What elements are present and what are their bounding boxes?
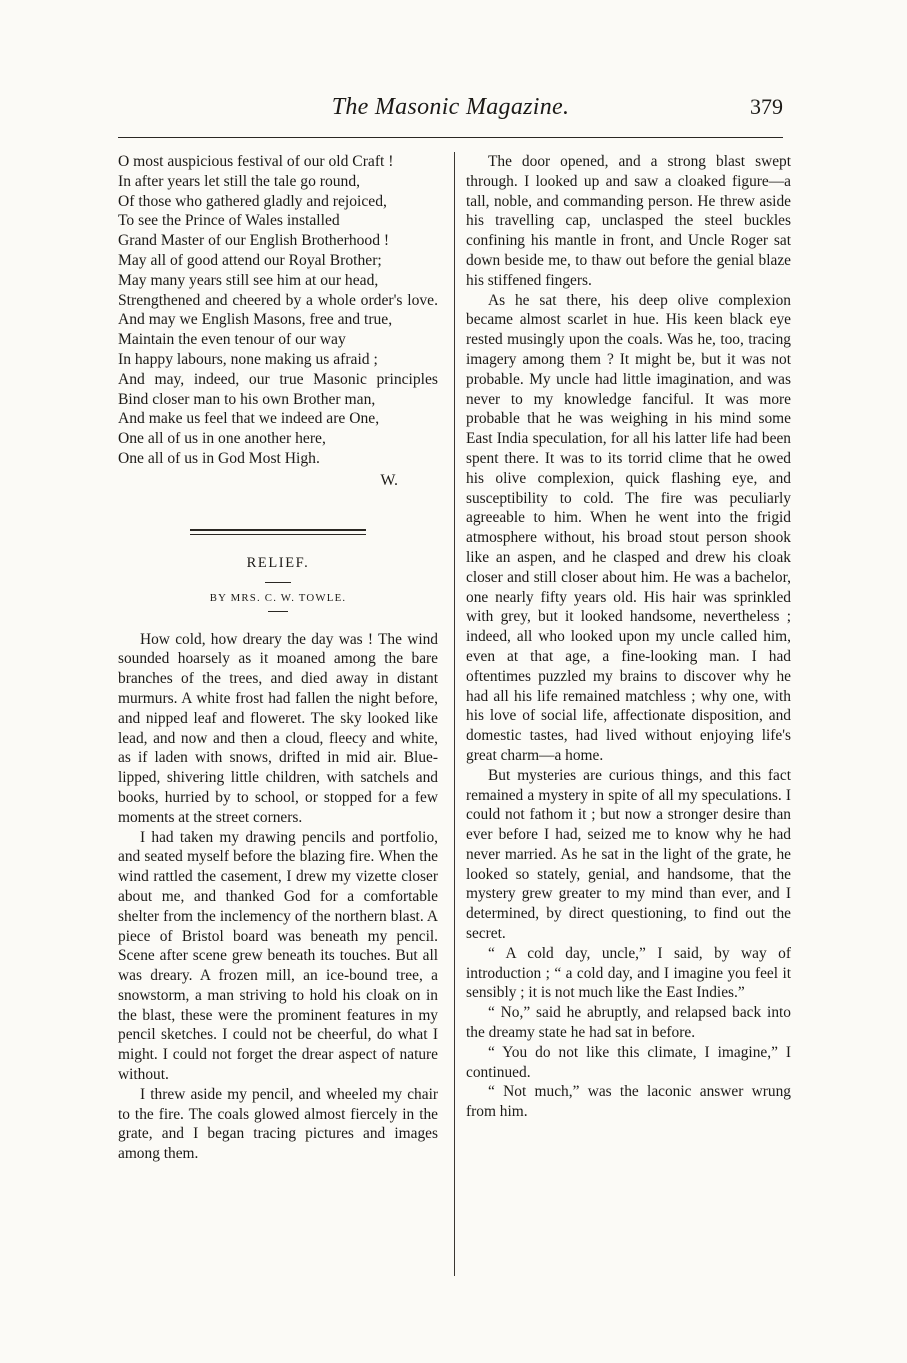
running-title: The Masonic Magazine. (331, 94, 570, 120)
paragraph: As he sat there, his deep olive complexion became almost scarlet in hue. His keen black eye rested musingly upon the coals. Was he, too, tracing imagery among them ? It might be, but it was not probable. My uncle had little imagination, and was never to my knowledge fanciful. It was more probable that he was weighing in his mind some East India speculation, for all his latter life had been spent there. It was to its torrid clime that he owed his olive complexion, quick flashing eye, and susceptibility to cold. The fire was peculiarly agreeable to him. When he went into the frigid atmosphere without, his broad stout person shook like an aspen, and he clasped and drew his cloak closer and still closer about him. He was a bachelor, one nearly fifty years old. His hair was sprinkled with grey, but it looked handsome, nevertheless ; indeed, all who looked upon my uncle called him, even at that age, a fine-looking man. I had oftentimes puzzled my brains to discover why he had all his life remained matchless ; why one, with his love of social life, affectionate disposition, and domestic tastes, had lived without enjoying life's great charm—a home. (466, 291, 791, 764)
article-byline: BY MRS. C. W. TOWLE. (209, 591, 347, 604)
poem-line: In happy labours, none making us afraid ; (118, 350, 378, 368)
poem-line: Strengthened and cheered by a whole order's love. (118, 291, 438, 309)
poem-line: Grand Master of our English Brotherhood ! (118, 232, 390, 250)
poem-line: Bind closer man to his own Brother man, (118, 390, 376, 408)
poem-line: And may we English Masons, free and true, (118, 311, 393, 329)
poem-line: And may, indeed, our true Masonic principles (118, 370, 438, 388)
article-title: RELIEF. (246, 554, 310, 571)
paragraph: How cold, how dreary the day was ! The wind sounded hoarsely as it moaned among the bare branches of the trees, and died away in distant murmurs. A white frost had fallen the night before, and nipped leaf and floweret. The sky looked like lead, and now and then a cloud, fleecy and white, as if laden with snows, drifted in mid air. Blue-lipped, shivering little children, with satchels and books, hurried by to school, or stopped for a few moments at the street corners. (118, 630, 438, 826)
poem (118, 152, 438, 491)
paragraph: The door opened, and a strong blast swept through. I looked up and saw a cloaked figure—a tall, noble, and commanding person. He threw aside his travelling cap, unclasped the steel buckles confining his mantle in front, and Uncle Roger sat down beside me, to thaw out before the genial blaze his stiffened fingers. (466, 153, 791, 289)
page-number: 379 (750, 94, 783, 119)
poem-line: O most auspicious festival of our old Craft ! (118, 153, 394, 170)
paragraph: But mysteries are curious things, and this fact remained a mystery in spite of all my speculations. I could not fathom it ; but now a stronger desire than ever before I had, seized me to know why he had never married. As he sat in the light of the grate, he looked so stately, genial, and handsome, that the mystery grew greater to my mind than ever, and I determined, by direct questioning, to find out the secret. (466, 766, 791, 943)
poem-line: To see the Prince of Wales installed (118, 212, 340, 230)
poem-line: One all of us in one another here, (118, 430, 326, 448)
poem-line: Of those who gathered gladly and rejoiced, (118, 192, 387, 210)
byline-rule (268, 611, 288, 612)
poem-line: And make us feel that we indeed are One, (118, 410, 380, 428)
page-header (118, 94, 783, 128)
poem-line: Maintain the even tenour of our way (118, 331, 346, 349)
poem-line: May all of good attend our Royal Brother; (118, 251, 382, 269)
header-rule (118, 137, 783, 138)
right-column (466, 152, 791, 1122)
poem-line: One all of us in God Most High. (118, 449, 320, 467)
column-divider (454, 152, 455, 1276)
paragraph: “ A cold day, uncle,” I said, by way of introduction ; “ a cold day, and I imagine you feel it sensibly ; it is not much like the East Indies.” (466, 944, 791, 1002)
section-divider (190, 529, 366, 535)
poem-line: May many years still see him at our head, (118, 271, 379, 289)
paragraph: “ No,” said he abruptly, and relapsed back into the dreamy state he had sat in before. (466, 1004, 791, 1042)
paragraph: I had taken my drawing pencils and portfolio, and seated myself before the blazing fire. When the wind rattled the casement, I drew my vizette closer about me, and thanked God for a comfortable shelter from the inclemency of the northern blast. A piece of Bristol board was beneath my pencil. Scene after scene grew beneath its touches. But all was dreary. A frozen mill, an ice-bound tree, a snowstorm, a man striving to hold his cloak on in the blast, these were the prominent features in my pencil sketches. I could not be cheerful, do what I might. I could not forget the drear aspect of nature without. (118, 828, 438, 1084)
left-column (118, 152, 438, 1164)
poem-line: In after years let still the tale go round, (118, 172, 361, 190)
title-rule (265, 582, 291, 583)
poem-signature: W. (380, 471, 398, 489)
paragraph: “ You do not like this climate, I imagine,” I continued. (466, 1043, 791, 1081)
paragraph: “ Not much,” was the laconic answer wrung from him. (466, 1083, 791, 1121)
paragraph: I threw aside my pencil, and wheeled my chair to the fire. The coals glowed almost fiercely in the grate, and I began tracing pictures and images among them. (118, 1085, 438, 1163)
